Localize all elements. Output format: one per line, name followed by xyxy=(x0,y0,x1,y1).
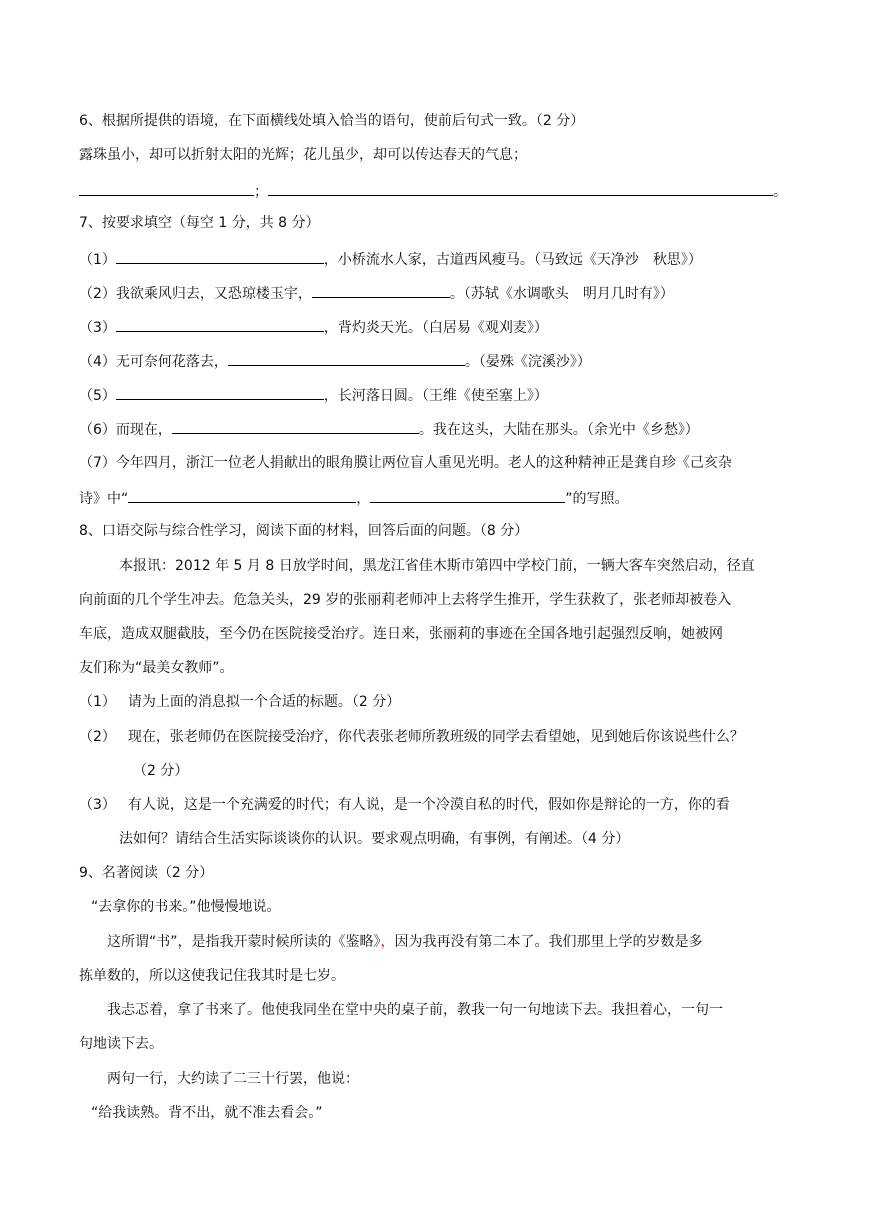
q8-passage-line-3: 车底，造成双腿截肢，至今仍在医院接受治疗。连日来，张丽莉的事迹在全国各地引起强烈反响，她被网 xyxy=(79,626,723,642)
q7-item-2-text-a: （2）我欲乘风归去，又恐琼楼玉宇， xyxy=(79,286,312,302)
q7-item-1-text: ，小桥流水人家，古道西风瘦马。（马致远《天净沙 秋思》） xyxy=(323,252,702,268)
q8-subquestion-2 xyxy=(79,727,744,747)
q6-blank-1[interactable] xyxy=(79,180,254,196)
q8-s2-score: （2 分） xyxy=(133,763,189,779)
q9-line-2-text-b: 因为我再没有第二本了。我们那里上学的岁数是多 xyxy=(394,934,703,950)
q7-item-7-text-a: 诗》中“ xyxy=(79,491,129,507)
q7-item-7-line-2 xyxy=(79,487,629,509)
q7-item-7-text-b: ”的写照。 xyxy=(565,491,629,507)
q9-excerpt-line-5: 句地读下去。 xyxy=(79,1036,163,1052)
q8-s1-num: （1） xyxy=(79,694,116,710)
q7-item-3-text: ，背灼炎天光。（白居易《观刈麦》） xyxy=(323,320,548,336)
q8-s2-num: （2） xyxy=(79,729,116,745)
q7-item-7-blank-1[interactable] xyxy=(128,487,356,503)
q7-item-6-text-b: 。我在这头，大陆在那头。（余光中《乡愁》） xyxy=(418,422,699,438)
q7-item-5-blank[interactable] xyxy=(116,384,324,400)
q7-item-3 xyxy=(79,316,548,338)
q7-item-6-text-a: （6）而现在， xyxy=(79,422,172,438)
q8-subquestion-1 xyxy=(79,692,400,712)
q7-item-1 xyxy=(79,248,702,270)
q9-excerpt-line-3: 拣单数的，所以这使我记住我其时是七岁。 xyxy=(79,968,345,984)
q9-excerpt-line-6: 两句一行，大约读了二三十行罢，他说： xyxy=(107,1071,359,1087)
q8-title: 8、口语交际与综合性学习，阅读下面的材料，回答后面的问题。（8 分） xyxy=(79,523,529,539)
q8-s3-num: （3） xyxy=(79,797,116,813)
q7-item-5 xyxy=(79,384,548,406)
q6-blank-2[interactable] xyxy=(268,180,773,196)
q9-title: 9、名著阅读（2 分） xyxy=(79,865,214,881)
q9-excerpt-line-2 xyxy=(107,932,703,952)
q7-item-6 xyxy=(79,418,699,440)
q8-s2-text: 现在，张老师仍在医院接受治疗，你代表张老师所教班级的同学去看望她，见到她后你该说些什么？ xyxy=(127,729,744,745)
q8-s1-text: 请为上面的消息拟一个合适的标题。（2 分） xyxy=(127,694,401,710)
q7-item-7-blank-2[interactable] xyxy=(370,487,565,503)
q6-context: 露珠虽小，却可以折射太阳的光辉；花儿虽少，却可以传达春天的气息； xyxy=(79,147,527,163)
q7-item-2-text-b: 。（苏轼《水调歌头 明月几时有》） xyxy=(449,286,674,302)
q9-line-2-text-a: 这所谓“书”，是指我开蒙时候所读的《鉴略》 xyxy=(107,934,381,950)
q7-item-2 xyxy=(79,282,674,304)
q6-end: 。 xyxy=(773,184,787,200)
q9-excerpt-line-1: “去拿你的书来。”他慢慢地说。 xyxy=(91,899,281,915)
q6-separator: ； xyxy=(254,184,268,200)
q7-item-7-comma: ， xyxy=(356,491,371,507)
q8-passage-line-4: 友们称为“最美女教师”。 xyxy=(79,660,234,676)
q7-item-1-num: （1） xyxy=(79,252,116,268)
q7-item-5-text: ，长河落日圆。（王维《使至塞上》） xyxy=(323,388,548,404)
q7-item-2-blank[interactable] xyxy=(312,282,450,298)
q8-s3-text: 有人说，这是一个充满爱的时代；有人说，是一个冷漠自私的时代，假如你是辩论的一方，你的看 xyxy=(127,797,730,813)
q8-passage-line-1: 本报讯：2012 年 5 月 8 日放学时间，黑龙江省佳木斯市第四中学校门前，一辆大客车突然启动，径直 xyxy=(119,558,755,574)
q9-line-2-comma: ， xyxy=(380,934,395,950)
q8-subquestion-3 xyxy=(79,795,730,815)
q7-item-4-text-b: 。（晏殊《浣溪沙》） xyxy=(464,354,591,370)
q7-item-3-num: （3） xyxy=(79,320,116,336)
q9-excerpt-line-4: 我忐忑着，拿了书来了。他使我同坐在堂中央的桌子前，教我一句一句地读下去。我担着心，一句一 xyxy=(107,1002,723,1018)
q7-item-3-blank[interactable] xyxy=(116,316,324,332)
q6-answer-line xyxy=(79,180,787,202)
q7-item-6-blank[interactable] xyxy=(172,418,419,434)
q8-passage-line-2: 向前面的几个学生冲去。危急关头，29 岁的张丽莉老师冲上去将学生推开，学生获救了，张老师却被卷入 xyxy=(79,592,732,608)
q7-item-4-text-a: （4）无可奈何花落去， xyxy=(79,354,228,370)
q9-excerpt-line-7: “给我读熟。背不出，就不准去看会。” xyxy=(91,1105,323,1121)
q7-title: 7、按要求填空（每空 1 分，共 8 分） xyxy=(79,215,320,231)
q7-item-4-blank[interactable] xyxy=(228,350,465,366)
q8-s3-line-2: 法如何？请结合生活实际谈谈你的认识。要求观点明确，有事例，有阐述。（4 分） xyxy=(119,831,630,847)
q7-item-4 xyxy=(79,350,591,372)
q7-item-1-blank[interactable] xyxy=(116,248,324,264)
q6-title: 6、根据所提供的语境，在下面横线处填入恰当的语句，使前后句式一致。（2 分） xyxy=(79,113,585,129)
q7-item-7-line-1: （7）今年四月，浙江一位老人捐献出的眼角膜让两位盲人重见光明。老人的这种精神正是龚自珍《己亥杂 xyxy=(79,455,732,471)
q7-item-5-num: （5） xyxy=(79,388,116,404)
